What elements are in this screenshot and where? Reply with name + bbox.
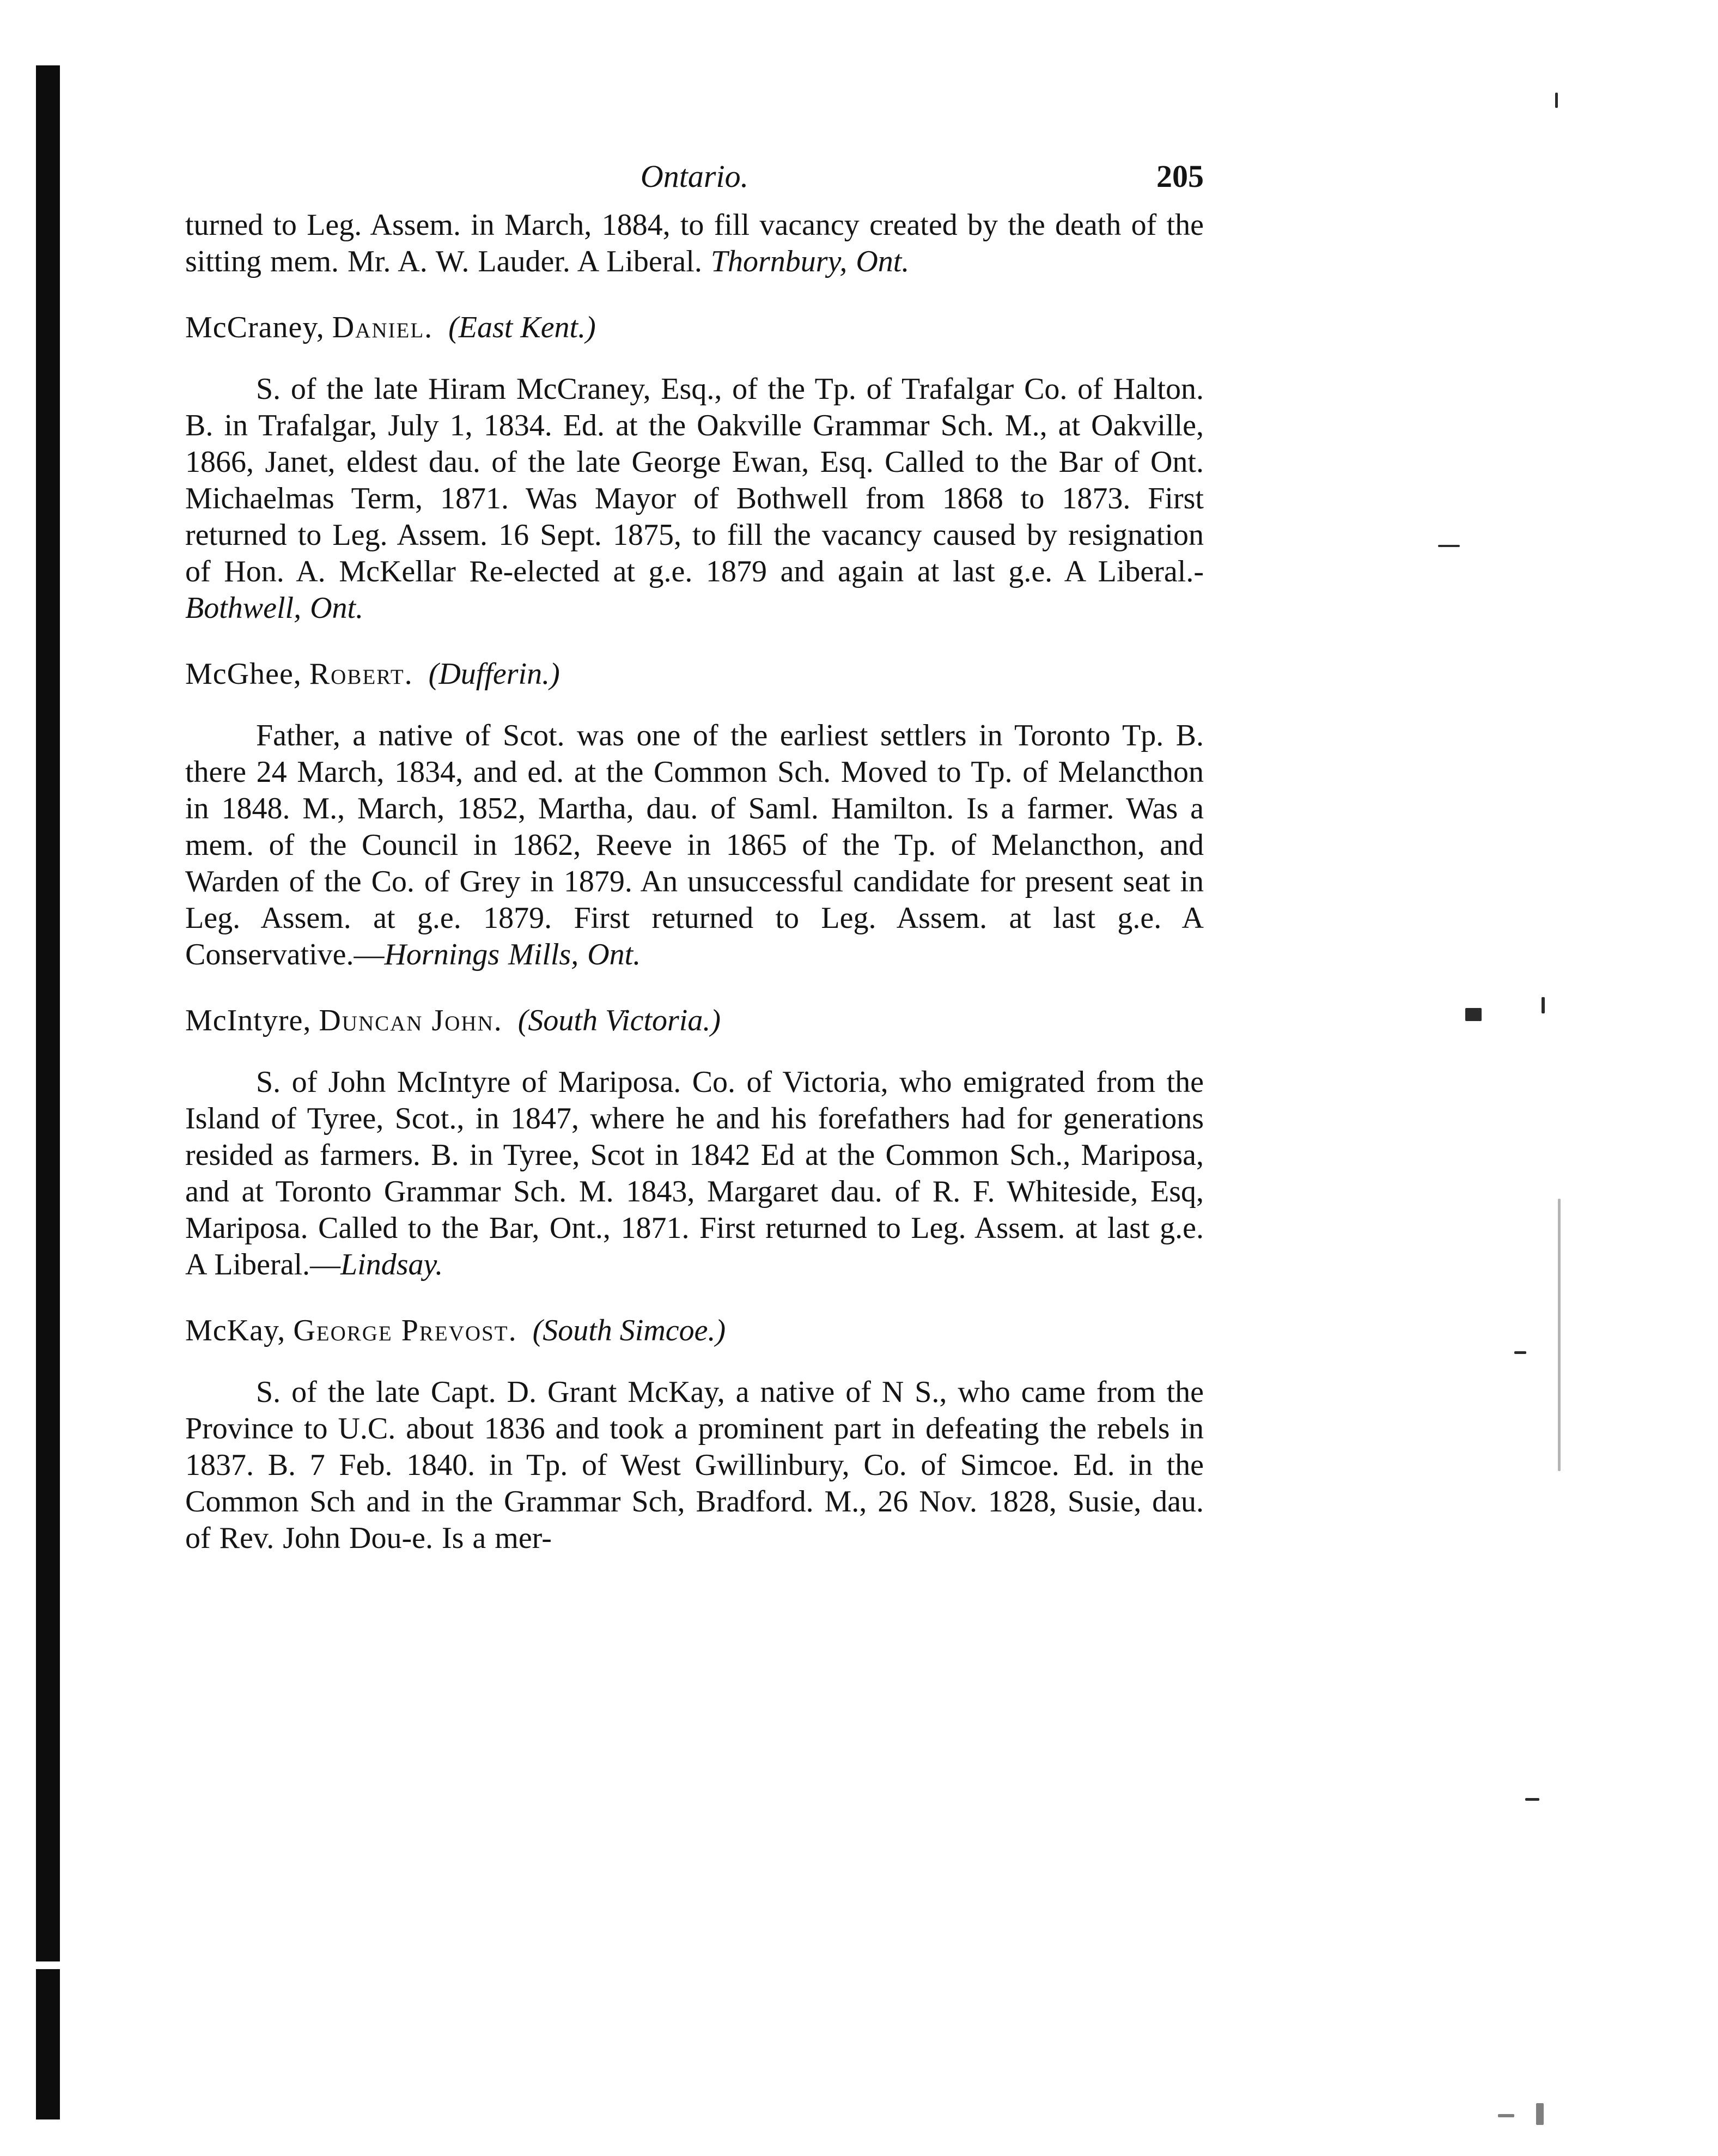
entry-place: Lindsay. <box>340 1248 443 1282</box>
entry-heading <box>185 309 1204 346</box>
scan-speck <box>1514 1351 1526 1354</box>
entry-place: Bothwell, Ont. <box>185 591 364 625</box>
scan-speck <box>1525 1798 1539 1801</box>
page-number: 205 <box>1156 159 1204 194</box>
entry-bio-text: Father, a native of Scot. was one of the earliest settlers in Toronto Tp. B. there 24 March, 1834, and ed. at the Common Sch. Moved to Tp. of Melancthon in 1848. M., March, 1852, Martha, dau. of Saml. Hamilton. Is a farmer. Was a mem. of the Council in 1862, Reeve in 1865 of the Tp. of Melancthon, and Warden of the Co. of Grey in 1879. An unsuccessful candidate for present seat in Leg. Assem. at g.e. 1879. First returned to Leg. Assem. at last g.e. A Conservative.— <box>185 719 1204 971</box>
scan-speck <box>1498 2114 1514 2117</box>
entry-surname: McGhee, <box>185 657 302 691</box>
entry-bio-text: S. of John McIntyre of Mariposa. Co. of Victoria, who emigrated from the Island of Tyree, Scot., in 1847, where he and his forefathers had for generations resided as farmers. B. in Tyree, Scot in 1842 Ed at the Common Sch., Mariposa, and at Toronto Grammar Sch. M. 1843, Margaret dau. of R. F. Whiteside, Esq, Mariposa. Called to the Bar, Ont., 1871. First returned to Leg. Assem. at last g.e. A Liberal.— <box>185 1065 1204 1282</box>
entry-surname: McKay, <box>185 1314 286 1347</box>
entry-given-name: Daniel. <box>332 311 434 344</box>
scan-speck <box>1542 997 1545 1013</box>
scan-speck <box>1536 2103 1544 2125</box>
entry-biography <box>185 371 1204 627</box>
entry-bio-text: S. of the late Capt. D. Grant McKay, a native of N S., who came from the Province to U.C. about 1836 and took a prominent part in defeating the rebels in 1837. B. 7 Feb. 1840. in Tp. of West Gwillinbury, Co. of Simcoe. Ed. in the Common Sch and in the Grammar Sch, Bradford. M., 26 Nov. 1828, Susie, dau. of Rev. John Dou-e. Is a mer- <box>185 1375 1204 1555</box>
entry-given-name: Duncan John. <box>319 1004 503 1037</box>
entry-biography <box>185 1064 1204 1283</box>
entry-riding: (Dufferin.) <box>428 657 560 691</box>
entry-surname: McCraney, <box>185 311 325 344</box>
entry-surname: McIntyre, <box>185 1004 312 1037</box>
entry-bio-text: S. of the late Hiram McCraney, Esq., of the Tp. of Trafalgar Co. of Halton. B. in Trafalgar, July 1, 1834. Ed. at the Oakville Grammar Sch. M., at Oakville, 1866, Janet, eldest dau. of the late George Ewan, Esq. Called to the Bar of Ont. Michaelmas Term, 1871. Was Mayor of Bothwell from 1868 to 1873. First returned to Leg. Assem. 16 Sept. 1875, to fill the vacancy caused by resignation of Hon. A. McKellar Re-elected at g.e. 1879 and again at last g.e. A Liberal.- <box>185 372 1204 588</box>
entry-biography <box>185 718 1204 973</box>
entry-riding: (South Simcoe.) <box>532 1314 726 1347</box>
entry-riding: (South Victoria.) <box>517 1004 721 1037</box>
entry-biography <box>185 1374 1204 1557</box>
entry-given-name: George Prevost. <box>293 1314 517 1347</box>
entry-given-name: Robert. <box>309 657 413 691</box>
book-page <box>185 158 1204 1557</box>
scan-speck <box>1465 1008 1482 1021</box>
running-title: Ontario. <box>640 159 749 194</box>
running-head <box>185 158 1204 207</box>
scan-speck <box>1555 93 1558 108</box>
entry-heading <box>185 1003 1204 1039</box>
entry-riding: (East Kent.) <box>448 311 596 344</box>
continuation-paragraph <box>185 207 1204 280</box>
continuation-text: turned to Leg. Assem. in March, 1884, to fill vacancy created by the death of the sitting mem. Mr. A. W. Lauder. A Liberal. <box>185 208 1204 278</box>
scan-edge-bar <box>36 65 60 2119</box>
entry-heading <box>185 1313 1204 1349</box>
entry-place: Hornings Mills, Ont. <box>384 938 641 971</box>
scan-edge-gap <box>33 1961 63 1969</box>
entry-heading <box>185 656 1204 693</box>
continuation-place: Thornbury, Ont. <box>710 245 910 278</box>
scan-speck <box>1438 545 1460 547</box>
scan-speck <box>1558 1199 1561 1471</box>
